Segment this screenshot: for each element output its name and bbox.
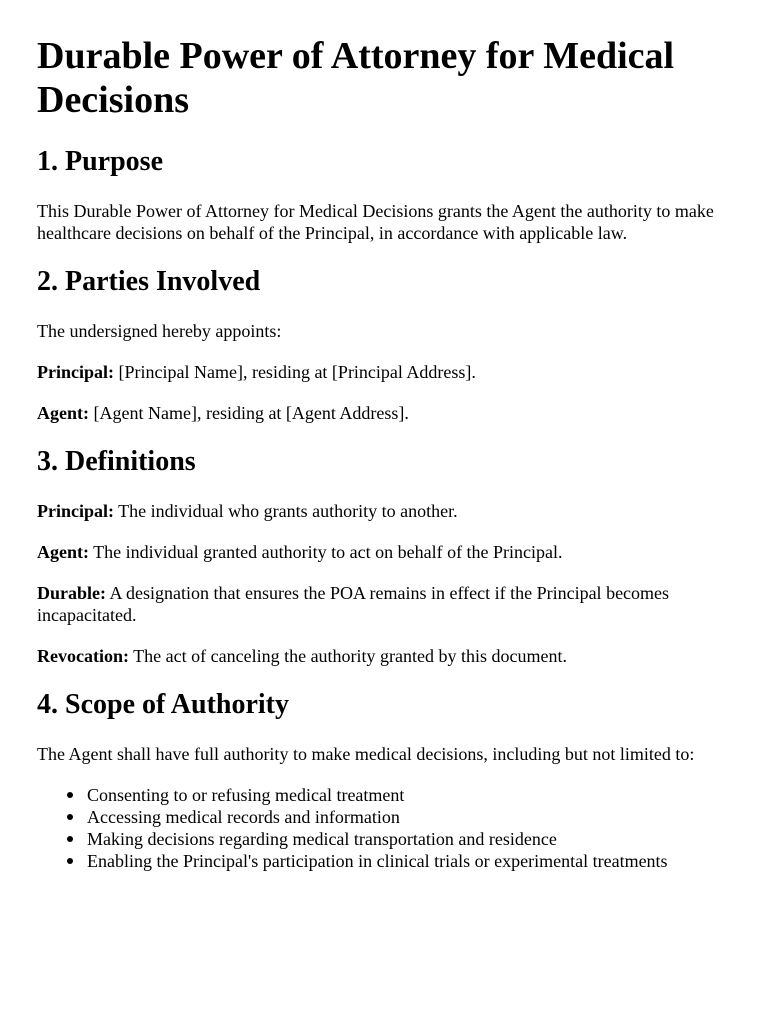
party-agent	[37, 402, 746, 424]
definition-item	[37, 500, 746, 522]
scope-intro: The Agent shall have full authority to make medical decisions, including but not limited to:	[37, 744, 695, 764]
document-title: Durable Power of Attorney for Medical Decisions	[37, 35, 675, 121]
section-parties	[37, 266, 746, 424]
party-agent-text: [Agent Name], residing at [Agent Address].	[89, 403, 409, 423]
section-heading-parties: 2. Parties Involved	[37, 266, 261, 297]
definition-item	[37, 582, 746, 626]
list-item: Making decisions regarding medical transportation and residence	[87, 828, 746, 850]
definition-text: The individual granted authority to act on behalf of the Principal.	[89, 542, 563, 562]
definition-item	[37, 541, 746, 563]
purpose-paragraph: This Durable Power of Attorney for Medical Decisions grants the Agent the authority to make healthcare decisions on behalf of the Principal, in accordance with applicable law.	[37, 201, 714, 243]
party-principal-label: Principal:	[37, 362, 114, 382]
scope-list	[37, 784, 746, 872]
definition-term: Revocation:	[37, 646, 129, 666]
section-purpose	[37, 146, 746, 244]
definition-term: Principal:	[37, 501, 114, 521]
party-agent-label: Agent:	[37, 403, 89, 423]
list-item: Enabling the Principal's participation in clinical trials or experimental treatments	[87, 850, 746, 872]
parties-intro: The undersigned hereby appoints:	[37, 321, 282, 341]
party-principal-text: [Principal Name], residing at [Principal Address].	[114, 362, 476, 382]
definition-text: The individual who grants authority to another.	[114, 501, 458, 521]
definition-text: The act of canceling the authority granted by this document.	[128, 646, 568, 666]
section-definitions	[37, 446, 746, 667]
party-principal	[37, 361, 746, 383]
list-item: Consenting to or refusing medical treatment	[87, 784, 746, 806]
list-item: Accessing medical records and information	[87, 806, 746, 828]
definition-text: A designation that ensures the POA remains in effect if the Principal becomes incapacitated.	[37, 583, 670, 625]
section-scope	[37, 689, 746, 872]
section-heading-definitions: 3. Definitions	[37, 446, 196, 477]
definition-term: Agent:	[37, 542, 89, 562]
section-heading-purpose: 1. Purpose	[37, 146, 163, 177]
section-heading-scope: 4. Scope of Authority	[37, 689, 289, 720]
definition-item	[37, 645, 746, 667]
definition-term: Durable:	[37, 583, 106, 603]
